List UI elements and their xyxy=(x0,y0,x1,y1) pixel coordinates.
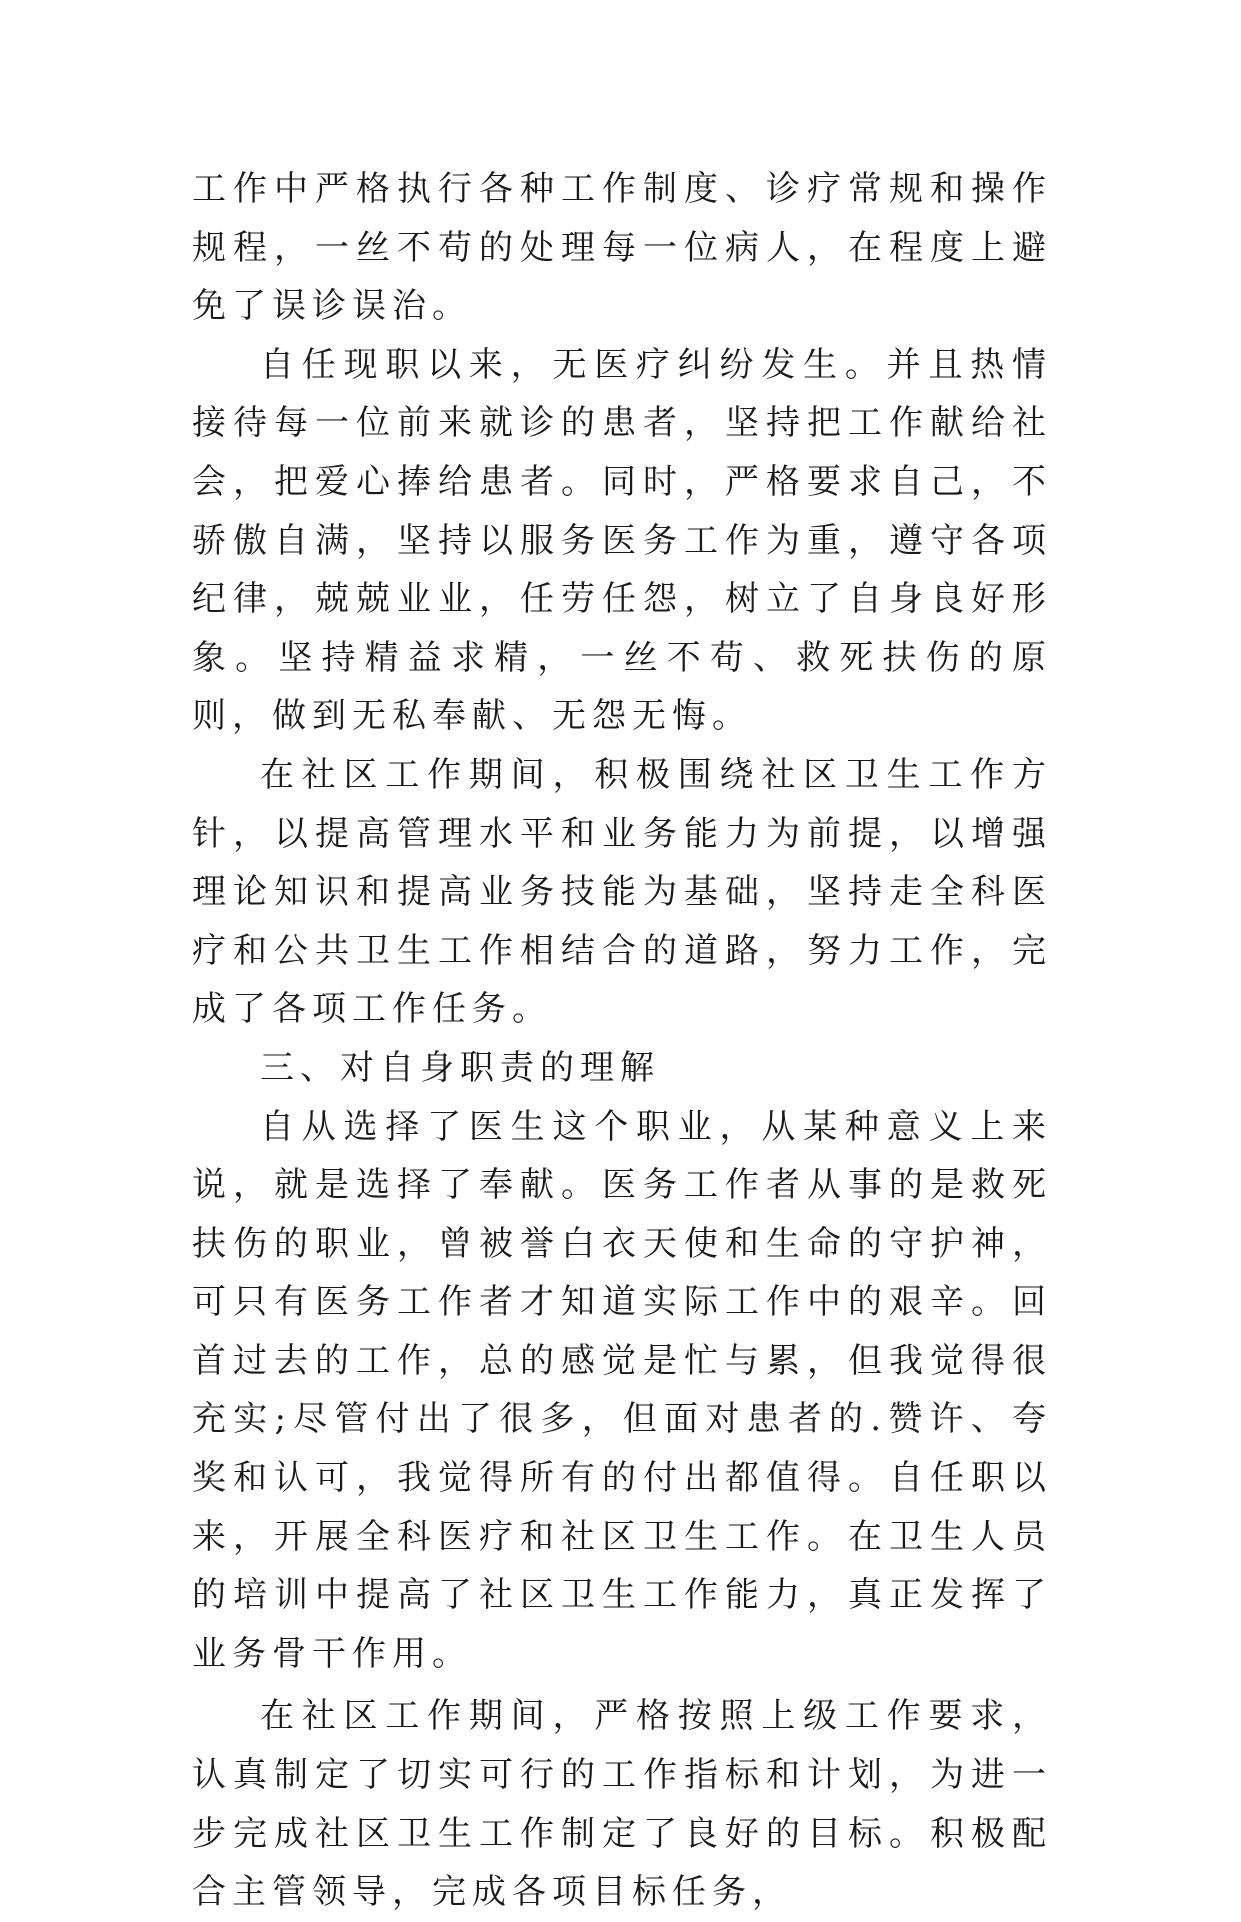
paragraph-work-plan: 在社区工作期间，严格按照上级工作要求，认真制定了切实可行的工作指标和计划，为进一步完成社区卫生工作制定了良好的目标。积极配合主管领导，完成各项目标任务， xyxy=(192,1696,1052,1913)
paragraph-community-work: 在社区工作期间，积极围绕社区卫生工作方针，以提高管理水平和业务能力为前提，以增强理论知识和提高业务技能为基础，坚持走全科医疗和公共卫生工作相结合的道路，努力工作，完成了各项工作任务。 xyxy=(192,754,1052,1030)
section-heading: 三、对自身职责的理解 xyxy=(260,1047,660,1088)
document-body xyxy=(192,160,1052,1922)
paragraph-continuation: 工作中严格执行各种工作制度、诊疗常规和操作规程，一丝不苟的处理每一位病人，在程度上避免了误诊误治。 xyxy=(192,169,1052,327)
paragraph-understanding-duty: 自从选择了医生这个职业，从某种意义上来说，就是选择了奉献。医务工作者从事的是救死扶伤的职业，曾被誉白衣天使和生命的守护神，可只有医务工作者才知道实际工作中的艰辛。回首过去的工作，总的感觉是忙与累，但我觉得很充实;尽管付出了很多，但面对患者的.赞许、夸奖和认可，我觉得所有的付出都值得。自任职以来，开展全科医疗和社区卫生工作。在卫生人员的培训中提高了社区卫生工作能力，真正发挥了业务骨干作用。 xyxy=(192,1106,1052,1674)
paragraph-duty-record: 自任现职以来，无医疗纠纷发生。并且热情接待每一位前来就诊的患者，坚持把工作献给社会，把爱心捧给患者。同时，严格要求自己，不骄傲自满，坚持以服务医务工作为重，遵守各项纪律，兢兢业业，任劳任怨，树立了自身良好形象。坚持精益求精，一丝不苟、救死扶伤的原则，做到无私奉献、无怨无悔。 xyxy=(192,344,1052,737)
